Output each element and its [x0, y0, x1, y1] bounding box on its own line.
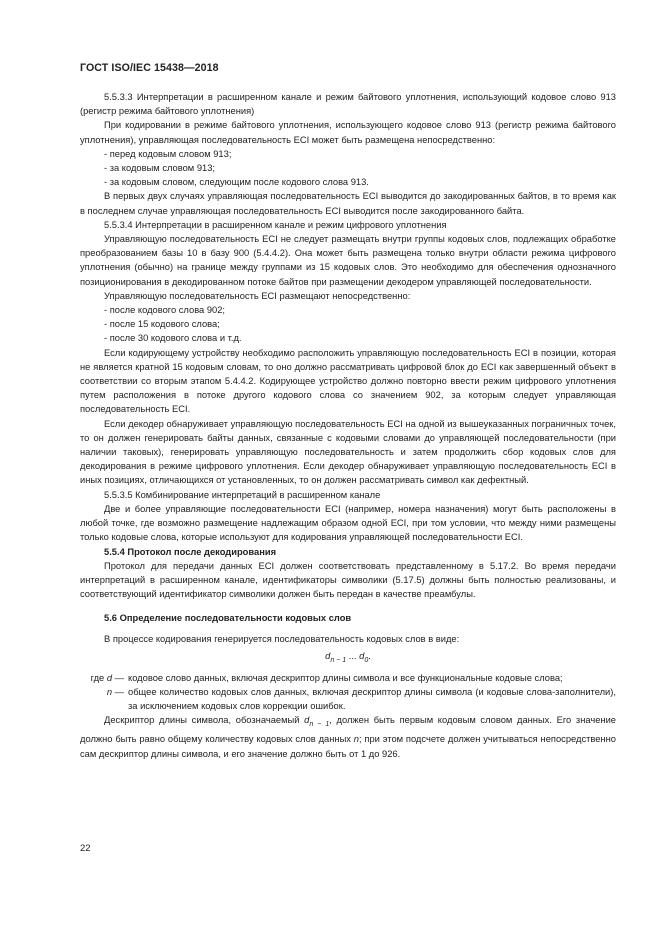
list-item: - перед кодовым словом 913;	[104, 148, 232, 159]
page-number: 22	[80, 843, 91, 854]
paragraph: В первых двух случаях управляющая последовательность ECI выводится до закодированных байтов, в то время как в последнем случае управляющая последовательность ECI выводится после закодированного байта.	[80, 191, 616, 216]
paragraph: В процессе кодирования генерируется последовательность кодовых слов в виде:	[104, 633, 460, 644]
clause-5-5-3-5-heading: 5.5.3.5 Комбинирование интерпретаций в расширенном канале	[104, 489, 381, 500]
list-item: - за кодовым словом 913;	[104, 163, 216, 174]
clause-5-5-3-3-heading: 5.5.3.3 Интерпретации в расширенном канале и режим байтового уплотнения, использующий кодовое слово 913 (регистр режима байтового уплотнения)	[80, 92, 616, 117]
where-item-n: n — общее количество кодовых слов данных, включая дескриптор длины символа (и кодовые слова-заполнители), за исключением кодовых слов коррекции ошибок.	[106, 686, 616, 712]
paragraph: Дескриптор длины символа, обозначаемый $d_{n - 1}$, должен быть первым кодовым словом данных. Его значение должно быть равно общему количеству кодовых слов данных n; при этом подсчете должен учитываться непосредственно сам дескриптор длины символа, и его значение должно быть от 1 до 926.	[80, 715, 616, 759]
list-item: - после кодового слова 902;	[104, 305, 226, 316]
section-5-6-heading: 5.6 Определение последовательности кодовых слов	[104, 613, 352, 624]
paragraph: При кодировании в режиме байтового уплотнения, использующего кодовое слово 913 (регистр режима байтового уплотнения), управляющая последовательность ECI может быть размещена непосредственно:	[80, 120, 616, 145]
clause-5-5-4-heading: 5.5.4 Протокол после декодирования	[104, 546, 277, 557]
document-header: ГОСТ ISO/IEC 15438—2018	[80, 62, 219, 74]
paragraph: Управляющую последовательность ECI размещают непосредственно:	[104, 290, 411, 301]
list-item: - после 30 кодового слова и т.д.	[104, 333, 242, 344]
where-item-d: где d — кодовое слово данных, включая дескриптор длины символа и все функциональные кодовые слова;	[90, 672, 563, 683]
list-item: - после 15 кодового слова;	[104, 319, 220, 330]
clause-5-5-3-4-heading: 5.5.3.4 Интерпретации в расширенном канале и режим цифрового уплотнения	[104, 219, 447, 230]
paragraph: Если кодирующему устройству необходимо расположить управляющую последовательность ECI в позиции, которая не является кратной 15 кодовым словам, то оно должно рассматривать цифровой блок до ECI как завершенный объект в соответствии со вторым этапом 5.4.4.2. Кодирующее устройство должно повторно ввести режим цифрового уплотнения путем расположения в потоке другого кодового слова со значением 902, за которым следует управляющая последовательность ECI.	[80, 347, 616, 415]
paragraph: Протокол для передачи данных ECI должен соответствовать представленному в 5.17.2. Во время передачи интерпретаций в расширенном канале, идентификаторы символики (5.17.5) должны быть полностью реализованы, и соответствующий идентификатор символики должен быть передан в качестве преамбулы.	[80, 560, 616, 600]
paragraph: Две и более управляющие последовательности ECI (например, номера назначения) могут быть расположены в любой точке, где возможно размещение надлежащим образом одной ECI, при том условии, что между ними размещены только кодовые слова, которые используют для кодирования управляющей последовательности ECI.	[80, 503, 616, 543]
document-body	[80, 90, 616, 761]
paragraph: Управляющую последовательность ECI не следует размещать внутри группы кодовых слов, подлежащих обработке преобразованием базы 10 в базу 900 (5.4.4.2). Она может быть размещена только внутри области режима цифрового уплотнения (обычно) на границе между группами из 15 кодовых слов. Это необходимо для обеспечения однозначного позиционирования в декодированном потоке байтов при размещении декодером управляющей последовательности.	[80, 234, 616, 287]
codeword-sequence-formula: $d_{n - 1}$ ... $d_0$.	[325, 650, 371, 664]
list-item: - за кодовым словом, следующим после кодового слова 913.	[104, 177, 369, 188]
paragraph: Если декодер обнаруживает управляющую последовательность ECI на одной из вышеуказанных пограничных точек, то он должен генерировать байты данных, связанные с кодовыми словами до управляющей последовательности (при наличии таковых), генерировать управляющую последовательность и затем продолжить сбор кодовых слов для декодирования в режиме цифрового уплотнения. Если декодер обнаруживает управляющую последовательность ECI в иных позициях, отличающихся от установленных, то он должен рассматривать символ как дефектный.	[80, 418, 616, 486]
